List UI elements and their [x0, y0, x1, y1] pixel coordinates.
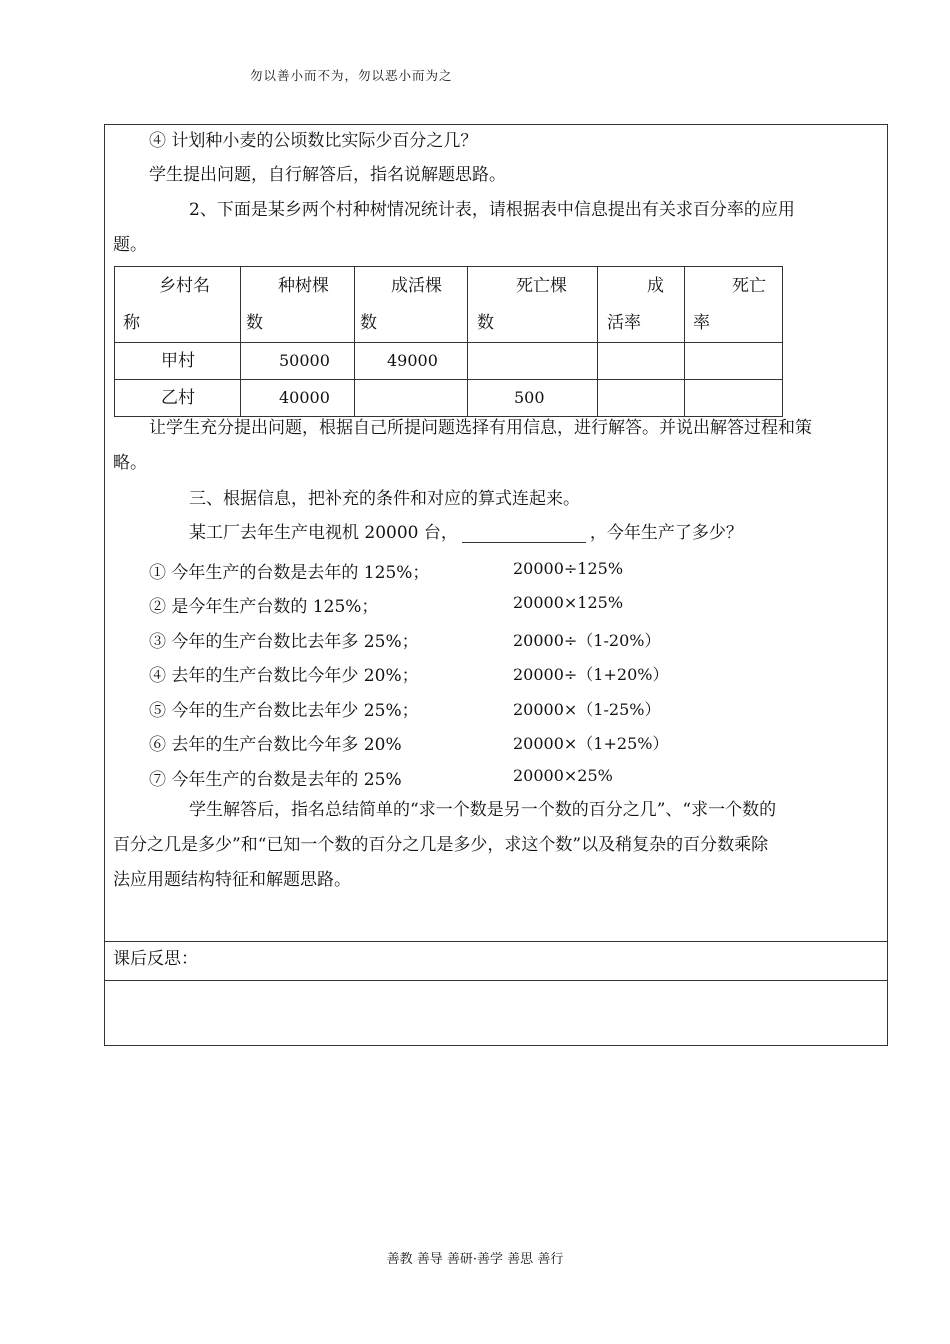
- condition-item: ⑦ 今年生产的台数是去年的 25%: [149, 770, 402, 790]
- reflection-area[interactable]: [105, 981, 887, 1045]
- header-death-rate-bottom: 率: [693, 313, 710, 333]
- section3-title: 三、根据信息，把补充的条件和对应的算式连起来。: [189, 489, 580, 509]
- condition-item: ⑤ 今年的生产台数比去年少 25%；: [149, 701, 419, 721]
- table-row: [115, 343, 783, 380]
- formula-item: 20000×125%: [513, 593, 624, 612]
- summary-line1: 学生解答后，指名总结简单的“求一个数是另一个数的百分之几”、“求一个数的: [189, 800, 777, 820]
- cell-village: 乙村: [161, 388, 195, 408]
- formula-item: 20000÷（1+20%）: [513, 665, 669, 684]
- formula-item: 20000÷（1-20%）: [513, 631, 661, 650]
- cell-planted: 50000: [279, 351, 330, 370]
- task2-line2: 题。: [113, 235, 147, 255]
- condition-item: ③ 今年的生产台数比去年多 25%；: [149, 632, 419, 652]
- condition-item: ④ 去年的生产台数比今年少 20%；: [149, 666, 419, 686]
- tree-planting-table: [114, 266, 783, 417]
- student-solve-text: 学生提出问题，自行解答后，指名说解题思路。: [149, 165, 506, 185]
- formula-item: 20000×（1+25%）: [513, 734, 669, 753]
- problem-prefix: 某工厂去年生产电视机 20000 台，: [189, 523, 458, 543]
- row-divider: [105, 941, 887, 942]
- problem-statement: [189, 523, 743, 543]
- lesson-content-cell: [105, 125, 887, 941]
- header-village-top: 乡村名: [159, 276, 210, 296]
- condition-item: ② 是今年生产台数的 125%；: [149, 597, 379, 617]
- header-planted-top: 种树棵: [278, 276, 329, 296]
- formula-item: 20000×25%: [513, 766, 613, 785]
- table-header-row: [115, 267, 783, 343]
- cell-survived: 49000: [387, 351, 438, 370]
- lesson-table: [104, 124, 888, 1046]
- header-death-rate-top: 死亡: [732, 276, 766, 296]
- after-table-line2: 略。: [113, 453, 147, 473]
- reflection-label: 课后反思：: [113, 949, 198, 969]
- formula-item: 20000×（1-25%）: [513, 700, 661, 719]
- cell-planted: 40000: [279, 388, 330, 407]
- condition-item: ① 今年生产的台数是去年的 125%；: [149, 563, 430, 583]
- cell-village: 甲村: [161, 351, 195, 371]
- problem-suffix: ，今年生产了多少？: [589, 523, 743, 543]
- formula-item: 20000÷125%: [513, 559, 624, 578]
- cell-died: 500: [514, 388, 545, 407]
- header-survived-top: 成活棵: [391, 276, 442, 296]
- summary-line3: 法应用题结构特征和解题思路。: [113, 870, 351, 890]
- summary-line2: 百分之几是多少”和“已知一个数的百分之几是多少，求这个数”以及稍复杂的百分数乘除: [113, 835, 769, 855]
- task2-line1: 2、下面是某乡两个村种树情况统计表，请根据表中信息提出有关求百分率的应用: [189, 200, 795, 220]
- answer-blank[interactable]: [462, 526, 586, 543]
- header-survived-bottom: 数: [360, 313, 377, 333]
- header-motto: 勿以善小而不为，勿以恶小而为之: [250, 68, 453, 83]
- header-village-bottom: 称: [123, 313, 140, 333]
- header-planted-bottom: 数: [246, 313, 263, 333]
- table-row: [115, 380, 783, 417]
- header-survival-rate-bottom: 活率: [607, 313, 641, 333]
- footer-motto: 善教 善导 善研·善学 善思 善行: [386, 1252, 564, 1267]
- header-survival-rate-top: 成: [647, 276, 664, 296]
- after-table-line1: 让学生充分提出问题，根据自己所提问题选择有用信息，进行解答。并说出解答过程和策: [149, 418, 812, 438]
- question-4: ④ 计划种小麦的公顷数比实际少百分之几？: [149, 131, 478, 151]
- condition-item: ⑥ 去年的生产台数比今年多 20%: [149, 735, 402, 755]
- header-died-bottom: 数: [477, 313, 494, 333]
- header-died-top: 死亡棵: [516, 276, 567, 296]
